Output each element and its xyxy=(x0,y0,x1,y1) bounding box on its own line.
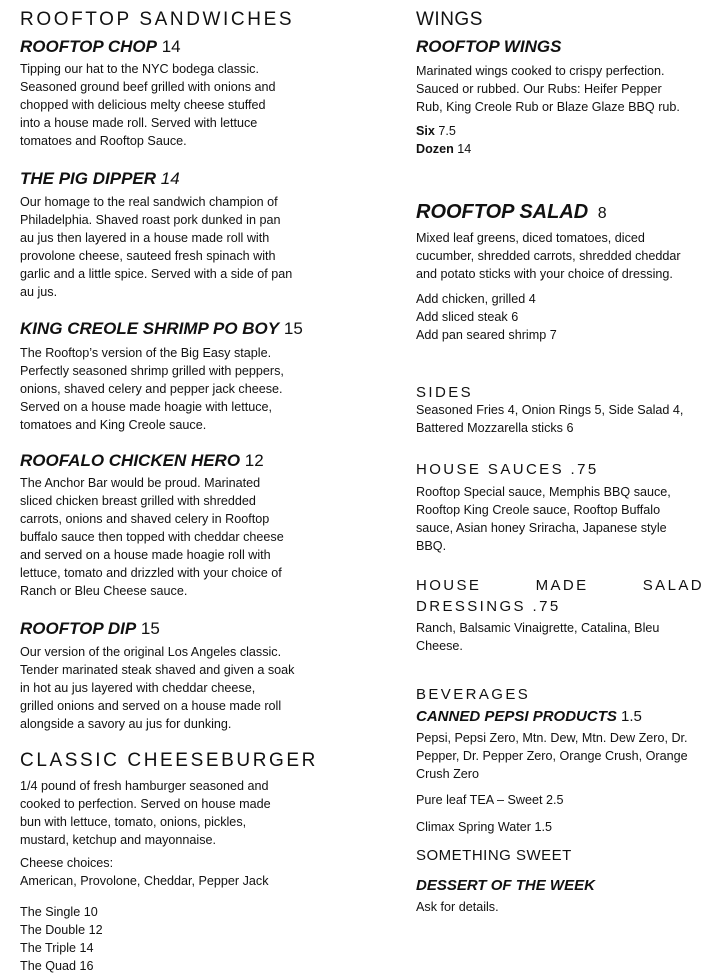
item-name: THE PIG DIPPER xyxy=(20,169,157,188)
text-line: Philadelphia. Shaved roast pork dunked in pan xyxy=(20,213,281,227)
text-line: Ranch, Balsamic Vinaigrette, Catalina, Bleu xyxy=(416,621,660,635)
text-line: Seasoned Fries 4, Onion Rings 5, Side Salad 4, xyxy=(416,403,684,417)
text-line: Marinated wings cooked to crispy perfection. xyxy=(416,64,665,78)
item-name: ROOFALO CHICKEN HERO xyxy=(20,451,241,470)
text-line: Pepsi, Pepsi Zero, Mtn. Dew, Mtn. Dew Zero, Dr. xyxy=(416,731,688,745)
size-label: Six xyxy=(416,124,435,138)
text-line: The Triple 14 xyxy=(20,941,94,955)
item-description xyxy=(20,60,276,150)
text-line: Tipping our hat to the NYC bodega classic. xyxy=(20,62,259,76)
item-name: DESSERT OF THE WEEK xyxy=(416,877,595,894)
item-price: 1.5 xyxy=(621,708,642,725)
item-price: 15 xyxy=(283,319,303,338)
text-line: tomatoes and King Creole sauce. xyxy=(20,418,207,432)
text-line: au jus. xyxy=(20,285,58,299)
item-description xyxy=(416,290,557,344)
section-heading: HOUSE SAUCES .75 xyxy=(416,461,599,478)
text-line: cooked to perfection. Served on house made xyxy=(20,797,271,811)
size-price: 7.5 xyxy=(438,124,456,138)
heading-word: SALAD xyxy=(642,577,704,594)
item-description xyxy=(20,777,271,849)
item-description xyxy=(416,619,659,655)
text-line: Cheese choices: xyxy=(20,856,114,870)
text-line: onions, shaved celery and pepper jack cheese. xyxy=(20,382,283,396)
text-line: garlic and a little spice. Served with a side of pan xyxy=(20,267,293,281)
item-name: ROOFTOP CHOP xyxy=(20,37,157,56)
text-line: mustard, ketchup and mayonnaise. xyxy=(20,833,217,847)
menu-item-title xyxy=(416,875,595,897)
text-line: The Anchor Bar would be proud. Marinated xyxy=(20,476,261,490)
item-description xyxy=(416,729,688,783)
text-line: The Rooftop’s version of the Big Easy staple. xyxy=(20,346,272,360)
text-line: provolone cheese, sauteed fresh spinach with xyxy=(20,249,276,263)
text-line: alongside a savory au jus for dunking. xyxy=(20,717,232,731)
text-line: Add pan seared shrimp 7 xyxy=(416,328,557,342)
text-line: buffalo sauce then topped with cheddar cheese xyxy=(20,530,284,544)
text-line: Pure leaf TEA – Sweet 2.5 xyxy=(416,793,564,807)
text-line: Perfectly seasoned shrimp grilled with peppers, xyxy=(20,364,284,378)
item-price: 8 xyxy=(597,205,607,222)
text-line: Rooftop Special sauce, Memphis BBQ sauce, xyxy=(416,485,671,499)
item-price: 12 xyxy=(244,451,264,470)
menu-item-title xyxy=(20,318,303,340)
text-line: au jus then layered in a house made roll with xyxy=(20,231,270,245)
text-line: Rooftop King Creole sauce, Rooftop Buffalo xyxy=(416,503,661,517)
text-line: cucumber, shredded carrots, shredded cheddar xyxy=(416,249,681,263)
heading-word: MADE xyxy=(535,577,589,594)
text-line: sauce, Asian honey Sriracha, Japanese style xyxy=(416,521,667,535)
size-prices xyxy=(416,122,471,158)
text-line: Tender marinated steak shaved and given a soak xyxy=(20,663,295,677)
text-line: The Double 12 xyxy=(20,923,103,937)
text-line: Our homage to the real sandwich champion of xyxy=(20,195,278,209)
section-heading: SIDES xyxy=(416,384,474,401)
section-heading: WINGS xyxy=(416,9,483,30)
size-label: Dozen xyxy=(416,142,454,156)
heading-word: HOUSE xyxy=(416,577,482,594)
item-name: ROOFTOP SALAD xyxy=(416,201,589,223)
text-line: Pepper, Dr. Pepper Zero, Orange Crush, Orange xyxy=(416,749,688,763)
item-name: ROOFTOP WINGS xyxy=(416,37,562,56)
item-description xyxy=(416,791,563,809)
item-description xyxy=(416,401,683,437)
menu-item-title xyxy=(416,201,607,225)
item-price: 14 xyxy=(160,169,180,188)
item-name: ROOFTOP DIP xyxy=(20,619,137,638)
text-line: Our version of the original Los Angeles classic. xyxy=(20,645,282,659)
text-line: Ask for details. xyxy=(416,900,499,914)
menu-item-title xyxy=(416,706,642,728)
text-line: American, Provolone, Cheddar, Pepper Jack xyxy=(20,874,269,888)
text-line: 1/4 pound of fresh hamburger seasoned and xyxy=(20,779,269,793)
text-line: The Single 10 xyxy=(20,905,98,919)
text-line: and served on a house made hoagie roll with xyxy=(20,548,271,562)
text-line: Sauced or rubbed. Our Rubs: Heifer Pepper xyxy=(416,82,662,96)
size-price: 14 xyxy=(457,142,472,156)
item-description xyxy=(416,818,552,836)
section-heading: ROOFTOP SANDWICHES xyxy=(20,9,295,30)
item-name: KING CREOLE SHRIMP PO BOY xyxy=(20,319,280,338)
text-line: Add chicken, grilled 4 xyxy=(416,292,536,306)
text-line: The Quad 16 xyxy=(20,959,94,973)
item-description xyxy=(20,854,269,890)
menu-item-title xyxy=(20,168,180,190)
text-line: BBQ. xyxy=(416,539,447,553)
text-line: Add sliced steak 6 xyxy=(416,310,519,324)
menu-item-title xyxy=(20,618,160,640)
section-heading xyxy=(416,576,704,596)
text-line: Seasoned ground beef grilled with onions and xyxy=(20,80,276,94)
text-line: Crush Zero xyxy=(416,767,479,781)
size-price-row xyxy=(416,140,471,158)
text-line: sliced chicken breast grilled with shredded xyxy=(20,494,256,508)
section-heading: BEVERAGES xyxy=(416,686,531,703)
text-line: in hot au jus layered with cheddar cheese, xyxy=(20,681,256,695)
section-heading: DRESSINGS .75 xyxy=(416,598,561,615)
text-line: Served on a house made hoagie with lettuce, xyxy=(20,400,273,414)
section-heading: SOMETHING SWEET xyxy=(416,847,572,864)
item-description xyxy=(20,344,284,434)
item-description xyxy=(20,643,294,733)
text-line: Cheese. xyxy=(416,639,463,653)
item-price: 14 xyxy=(161,37,181,56)
item-name: CANNED PEPSI PRODUCTS xyxy=(416,708,617,725)
section-heading: CLASSIC CHEESEBURGER xyxy=(20,750,319,771)
menu-item-title xyxy=(416,36,561,58)
text-line: Rub, King Creole Rub or Blaze Glaze BBQ rub. xyxy=(416,100,680,114)
item-price: 15 xyxy=(140,619,160,638)
text-line: Climax Spring Water 1.5 xyxy=(416,820,553,834)
text-line: and potato sticks with your choice of dressing. xyxy=(416,267,673,281)
text-line: lettuce, tomato and drizzled with your choice of xyxy=(20,566,282,580)
item-description xyxy=(416,898,499,916)
text-line: into a house made roll. Served with lettuce xyxy=(20,116,258,130)
text-line: Mixed leaf greens, diced tomatoes, diced xyxy=(416,231,645,245)
size-price-row xyxy=(416,122,471,140)
item-description xyxy=(416,229,681,283)
item-description xyxy=(20,193,292,301)
text-line: bun with lettuce, tomato, onions, pickles, xyxy=(20,815,247,829)
text-line: chopped with delicious melty cheese stuffed xyxy=(20,98,266,112)
menu-item-title xyxy=(20,450,264,472)
item-description xyxy=(20,903,103,975)
text-line: grilled onions and served on a house made roll xyxy=(20,699,282,713)
text-line: tomatoes and Rooftop Sauce. xyxy=(20,134,187,148)
text-line: Battered Mozzarella sticks 6 xyxy=(416,421,574,435)
text-line: Ranch or Bleu Cheese sauce. xyxy=(20,584,188,598)
menu-item-title xyxy=(20,36,181,58)
item-description xyxy=(416,483,671,555)
item-description xyxy=(20,474,284,600)
item-description xyxy=(416,62,680,116)
text-line: carrots, onions and shaved celery in Rooftop xyxy=(20,512,270,526)
